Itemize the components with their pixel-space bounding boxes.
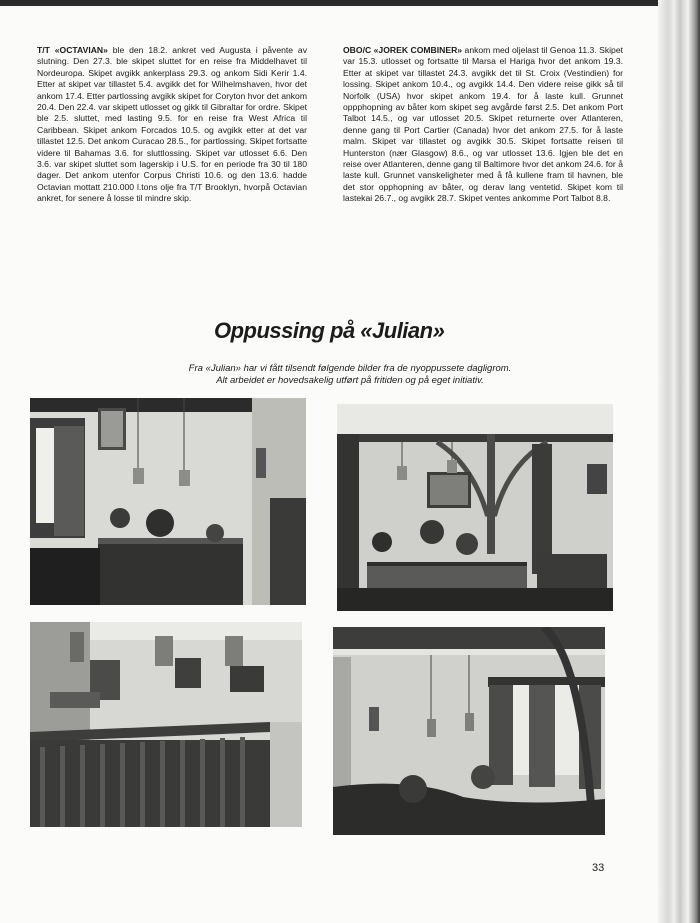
photo-bar [30,622,302,827]
article-octavian-text: ble den 18.2. ankret ved Augusta i påvente av slutning. Den 27.3. ble skipet sluttet for en reise fra Middelhavet til Nordeuropa. Skipet avgikk ankerplass 29.3. og ankom Sidi Kerir 1.4. Etter at skipet var tillastet 5.4. avgikk det for Wilhelmshaven, hvor det ankom 17.4. Etter partlossing avgikk skipet for Coryton hvor det ankom 20.4. Den 22.4. var skipett utlosset og gikk til Gibraltar for ordre. Skipet ble 2.5. sluttet, med lasting 9.5. for en reise fra West Africa til Caribbean. Skipet ankom Forcados 10.5. og avgikk etter at det var tillastet 12.5. Det ankom Curacao 28.5., for partlossing. Skipet fortsatte videre til Bahamas 3.6. for sluttlossing. Skipet var utlosset 6.6. Den 3.6. var skipet sluttet som lagerskip i U.S. for en periode fra 30 til 180 dager. Det ankom utenfor Corpus Christi 10.6. og den 13.6. hadde Octavian mottatt 210.000 l.tons olje fra T/T Brooklyn, hvorpå Octavian ankret, for senere å losse til mindre skip. [37,45,308,204]
photo-lounge-3 [333,627,605,835]
article-jorek-combiner-text: ankom med oljelast til Genoa 11.3. Skipet var 15.3. utlosset og fortsatte til Marsa el Hariga hvor det ankom 19.3. Etter at skipet var tillastet 24.3. avgikk det til St. Croix (Vestindien) for lossing. Skipet ankom 10.4., og avgikk 14.4. Den videre reise gikk så til Norfolk (USA) hvor skipet ankom 19.4. for å laste kull. Grunnet oppphopning av båter kom skipet seg avgårde først 2.5. Det ankom Port Talbot 14.5., og var utlosset 20.5. Skipet returnerte over Atlanteren, denne gang til Port Cartier (Canada) hvor det ankom 27.5. for å laste malm. Skipet var tillastet og avgikk 30.5. Skipet fortsatte reisen til Hunterston (nær Glasgow) 8.6., og var utlosset 13.6. Igjen ble det en reise over Atlanteren, denne gang til Baltimore hvor det ankom 24.6. for å laste kull. Grunnet vanskeligheter med å få kullene fram til havnen, ble det stor opphopning av båter, og derav lang ventetid. Skipet kom til lastekai 26.7., og avgikk 28.7. Skipet ventes ankomme Port Talbot 8.8. [343,45,624,204]
section-intro: Fra «Julian» har vi fått tilsendt følgende bilder fra de nyoppussete dagligrom. Alt arbeidet er hovedsakelig utført på fritiden og på eget initiativ. [188,363,512,386]
article-jorek-combiner [343,45,623,205]
photo-lounge-2 [337,404,613,611]
ship-name-jorek-combiner: OBO/C «JOREK COMBINER» [343,45,463,55]
article-octavian [37,45,307,205]
photo-lounge-1 [30,398,306,605]
page-binding-edge [658,0,700,923]
ship-name-octavian: T/T «OCTAVIAN» [37,45,108,55]
section-heading: Oppussing på «Julian» [214,318,445,343]
page-number: 33 [592,862,605,874]
page-top-edge [0,0,700,6]
